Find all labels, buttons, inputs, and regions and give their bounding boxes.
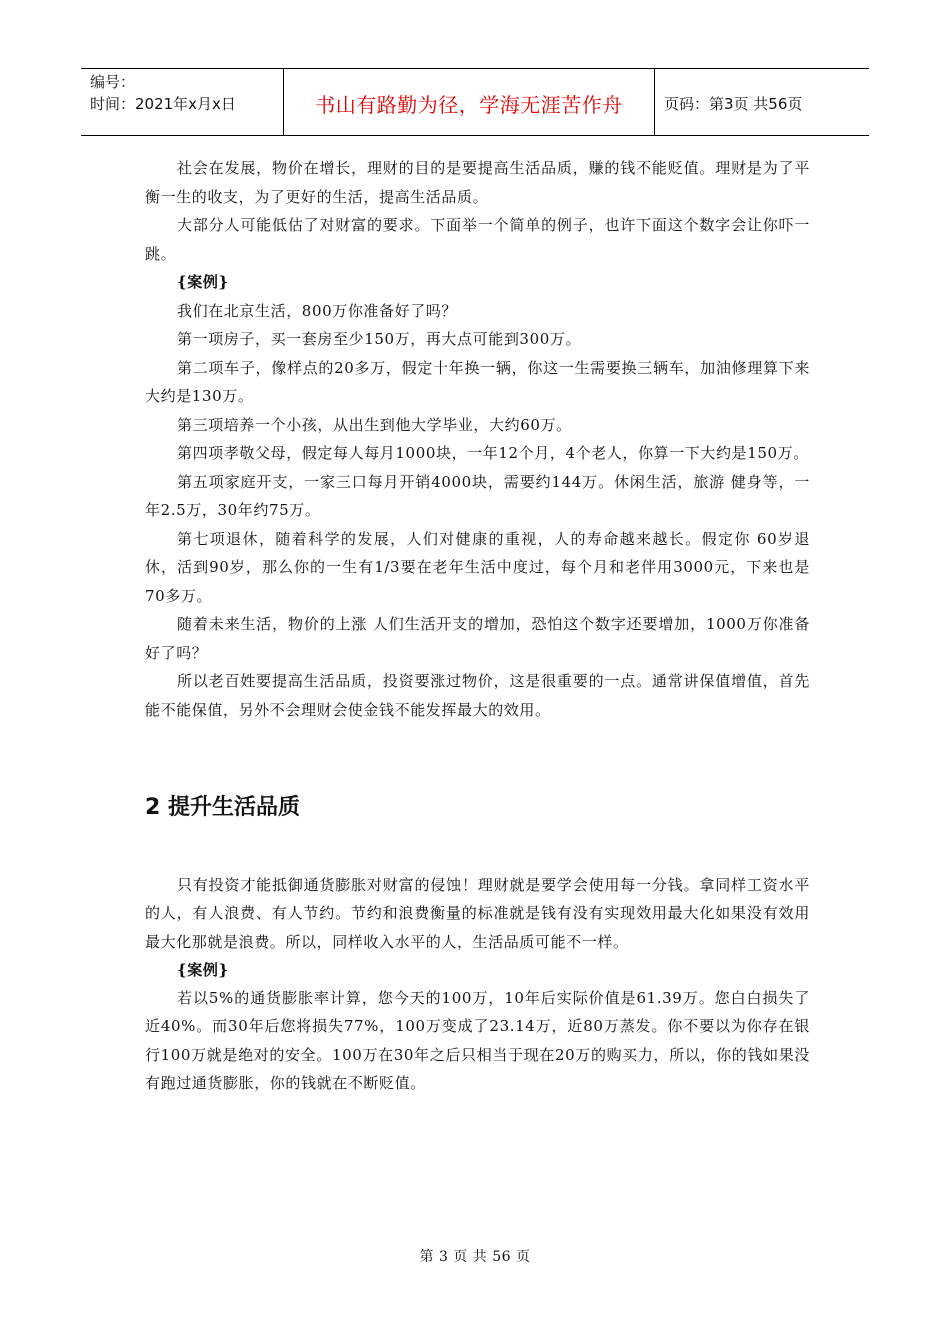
section-2-heading: 2 提升生活品质: [145, 795, 300, 820]
case-label: {案例}: [177, 273, 229, 291]
header-page-info: 页码：第3页 共56页: [664, 94, 803, 113]
paragraph: 若以5%的通货膨胀率计算，您今天的100万，10年后实际价值是61.39万。您白白损失了近40%。而30年后您将损失77%，100万变成了23.14万，近80万蒸发。你不要以为你存在银行100万就是绝对的安全。100万在30年之后只相当于现在20万的购买力，所以，你的钱如果没有跑过通货膨胀，你的钱就在不断贬值。: [145, 989, 810, 1093]
case-label: {案例}: [177, 960, 229, 979]
paragraph: 我们在北京生活，800万你准备好了吗？: [177, 301, 458, 320]
paragraph: 第四项孝敬父母，假定每人每月1000块，一年12个月，4个老人，你算一下大约是150万。: [177, 444, 809, 462]
paragraph: 随着未来生活，物价的上涨 人们生活开支的增加，恐怕这个数字还要增加，1000万你准备好了吗？: [145, 615, 810, 662]
document-date: 时间：2021年x月x日: [90, 95, 236, 113]
page-header: [81, 68, 869, 136]
page-footer: 第 3 页 共 56 页: [419, 1249, 531, 1265]
paragraph: 大部分人可能低估了对财富的要求。下面举一个简单的例子，也许下面这个数字会让你吓一跳。: [145, 216, 810, 263]
header-motto: 书山有路勤为径，学海无涯苦作舟: [284, 69, 655, 135]
header-meta: [81, 69, 284, 135]
paragraph: 第二项车子，像样点的20多万，假定十年换一辆，你这一生需要换三辆车，加油修理算下来大约是130万。: [145, 358, 810, 405]
paragraph: 只有投资才能抵御通货膨胀对财富的侵蚀！理财就是要学会使用每一分钱。拿同样工资水平的人，有人浪费、有人节约。节约和浪费衡量的标准就是钱有没有实现效用最大化如果没有效用最大化那就是浪费。所以，同样收入水平的人，生活品质可能不一样。: [145, 876, 810, 951]
document-number-label: 编号：: [90, 73, 136, 91]
section-1-body: [145, 154, 810, 724]
paragraph: 第五项家庭开支，一家三口每月开销4000块，需要约144万。休闲生活，旅游 健身等，一年2.5万，30年约75万。: [145, 472, 810, 519]
paragraph: 所以老百姓要提高生活品质，投资要涨过物价，这是很重要的一点。通常讲保值增值，首先能不能保值，另外不会理财会使金钱不能发挥最大的效用。: [145, 672, 810, 719]
paragraph: 社会在发展，物价在增长，理财的目的是要提高生活品质，赚的钱不能贬值。理财是为了平衡一生的收支，为了更好的生活，提高生活品质。: [145, 159, 810, 206]
paragraph: 第七项退休，随着科学的发展，人们对健康的重视，人的寿命越来越长。假定你 60岁退休，活到90岁，那么你的一生有1/3要在老年生活中度过，每个月和老伴用3000元，下来也是70多万。: [145, 529, 810, 605]
section-2-body: [145, 871, 810, 1097]
paragraph: 第三项培养一个小孩，从出生到他大学毕业，大约60万。: [177, 415, 572, 434]
paragraph: 第一项房子，买一套房至少150万，再大点可能到300万。: [177, 330, 582, 348]
